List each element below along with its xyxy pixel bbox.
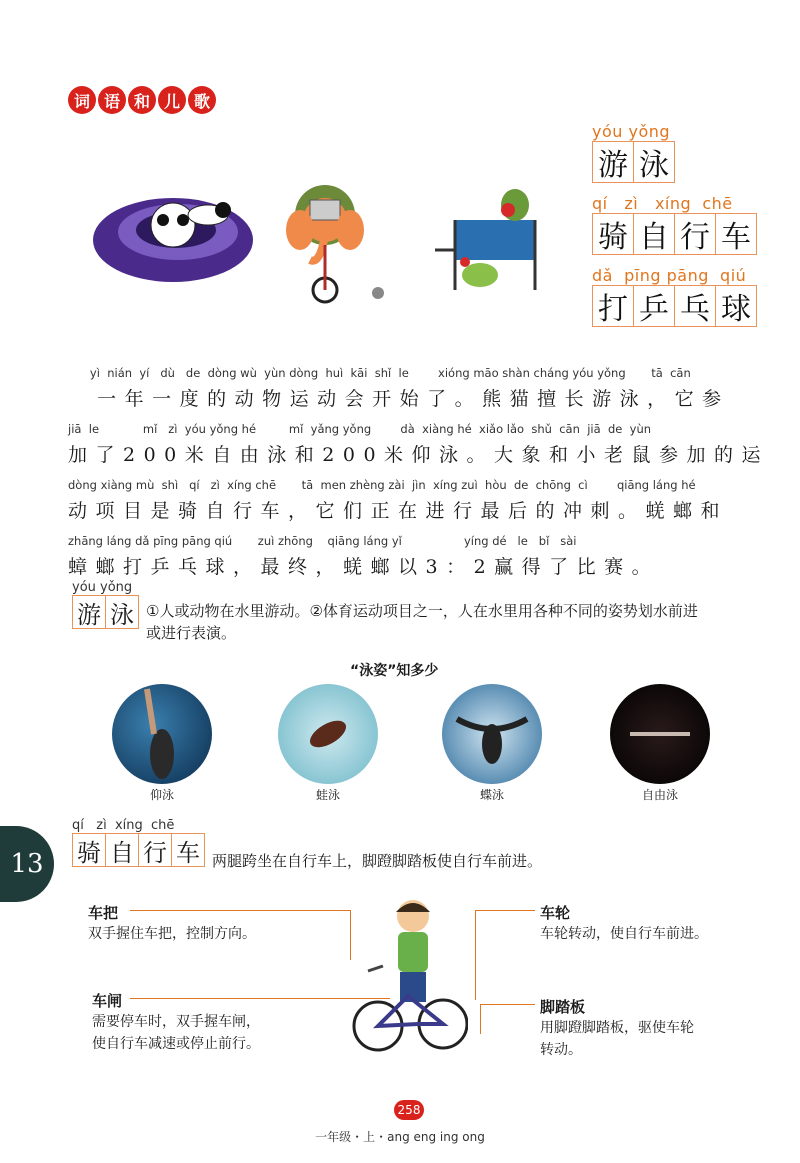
definition-line: ①人或动物在水里游动。②体育运动项目之一，人在水里用各种不同的姿势划水前进 xyxy=(146,602,698,620)
vocab-char: 车 xyxy=(716,213,757,255)
badge-char: 词 xyxy=(68,86,96,114)
panda-swimming-illustration xyxy=(88,170,258,290)
passage-pinyin: zhāng láng dǎ pīng pāng qiú zuì zhōng qiāng láng yǐ yíng dé le bǐ sài xyxy=(68,534,577,548)
backstroke-photo xyxy=(112,684,212,784)
insects-pingpong-illustration xyxy=(425,180,555,300)
vocab-pinyin: qí zì xíng chē xyxy=(592,194,733,213)
vocab-char: 乒 xyxy=(634,285,675,327)
vocab-swim xyxy=(592,122,675,183)
story-passage xyxy=(68,366,770,590)
passage-pinyin: yì nián yí dù de dòng wù yùn dòng huì kāi shǐ le xióng māo shàn cháng yóu yǒng tā cān xyxy=(68,366,691,380)
leader-line xyxy=(480,1004,481,1034)
page-number: 258 xyxy=(394,1100,424,1120)
stroke-caption: 蝶泳 xyxy=(479,788,504,802)
label-title: 车闸 xyxy=(92,992,123,1010)
vocab-bicycle xyxy=(592,194,757,255)
vocab-pinyin: yóu yǒng xyxy=(592,122,671,141)
vocab-pinyin: dǎ pīng pāng qiú xyxy=(592,266,747,285)
label-desc: 需要停车时，双手握车闸， xyxy=(92,1014,260,1030)
label-brake xyxy=(92,990,260,1055)
definition-line: 或进行表演。 xyxy=(146,624,237,642)
definition-char: 骑 xyxy=(72,833,106,867)
page-footer: 一年级・上・ang eng ing ong xyxy=(315,1130,485,1144)
label-title: 车把 xyxy=(88,904,119,922)
definition-pinyin: qí zì xíng chē xyxy=(72,818,175,833)
butterfly-photo xyxy=(442,684,542,784)
badge-char: 儿 xyxy=(158,86,186,114)
vocab-char: 球 xyxy=(716,285,757,327)
definition-bicycle xyxy=(72,818,205,867)
passage-line xyxy=(68,422,770,472)
stroke-caption: 自由泳 xyxy=(641,788,678,802)
leader-line xyxy=(480,1004,535,1005)
freestyle-photo xyxy=(610,684,710,784)
definition-swim-text xyxy=(146,600,766,644)
vocab-char: 行 xyxy=(675,213,716,255)
passage-text: 蟑螂打乒乓球，最终，蜣螂以3：2赢得了比赛。 xyxy=(68,556,660,578)
label-desc: 双手握住车把，控制方向。 xyxy=(88,926,256,942)
passage-text: 动项目是骑自行车，它们正在进行最后的冲刺。蜣螂和 xyxy=(68,500,729,522)
passage-line xyxy=(68,366,758,416)
vocab-char: 泳 xyxy=(634,141,675,183)
label-pedal xyxy=(540,996,694,1061)
definition-char: 车 xyxy=(172,833,205,867)
lesson-number-tab: 13 xyxy=(0,826,54,902)
definition-char: 泳 xyxy=(106,595,139,629)
boy-bicycle-illustration xyxy=(348,896,468,1056)
vocab-char: 自 xyxy=(634,213,675,255)
leader-line xyxy=(475,910,535,911)
vocab-char: 乓 xyxy=(675,285,716,327)
badge-char: 和 xyxy=(128,86,156,114)
passage-line xyxy=(68,478,758,528)
label-desc: 用脚蹬脚踏板，驱使车轮 xyxy=(540,1020,694,1036)
vocab-char: 打 xyxy=(592,285,634,327)
passage-text: 加了200米自由泳和200米仰泳。大象和小老鼠参加的运 xyxy=(68,444,770,466)
leader-line xyxy=(350,910,351,960)
passage-pinyin: jiā le mǐ zì yóu yǒng hé mǐ yǎng yǒng dà xiàng hé xiǎo lǎo shǔ cān jiā de yùn xyxy=(68,422,652,436)
definition-char: 行 xyxy=(139,833,172,867)
section-badge xyxy=(68,86,216,114)
label-handlebar xyxy=(88,902,256,945)
elephant-cycling-illustration xyxy=(270,175,400,310)
vocab-char: 骑 xyxy=(592,213,634,255)
stroke-caption: 仰泳 xyxy=(149,788,174,802)
badge-char: 歌 xyxy=(188,86,216,114)
definition-char: 自 xyxy=(106,833,139,867)
definition-bicycle-text: 两腿跨坐在自行车上，脚蹬脚踏板使自行车前进。 xyxy=(212,852,543,870)
leader-line xyxy=(475,910,476,1000)
definition-swim xyxy=(72,580,139,629)
vocab-pingpong xyxy=(592,266,757,327)
passage-line xyxy=(68,534,758,584)
definition-pinyin: yóu yǒng xyxy=(72,580,133,595)
definition-char: 游 xyxy=(72,595,106,629)
passage-text: 一年一度的动物运动会开始了。熊猫擅长游泳，它参 xyxy=(68,388,730,410)
badge-char: 语 xyxy=(98,86,126,114)
stroke-caption: 蛙泳 xyxy=(315,788,340,802)
passage-pinyin: dòng xiàng mù shì qí zì xíng chē tā men zhèng zài jìn xíng zuì hòu de chōng cì qiāng láng hé xyxy=(68,478,696,492)
label-desc: 使自行车减速或停止前行。 xyxy=(92,1036,260,1052)
label-desc: 转动。 xyxy=(540,1042,582,1058)
label-desc: 车轮转动，使自行车前进。 xyxy=(540,926,708,942)
strokes-title: “泳姿”知多少 xyxy=(350,663,439,679)
breaststroke-photo xyxy=(278,684,378,784)
label-title: 脚踏板 xyxy=(540,998,586,1016)
label-wheel xyxy=(540,902,708,945)
label-title: 车轮 xyxy=(540,904,571,922)
vocab-char: 游 xyxy=(592,141,634,183)
